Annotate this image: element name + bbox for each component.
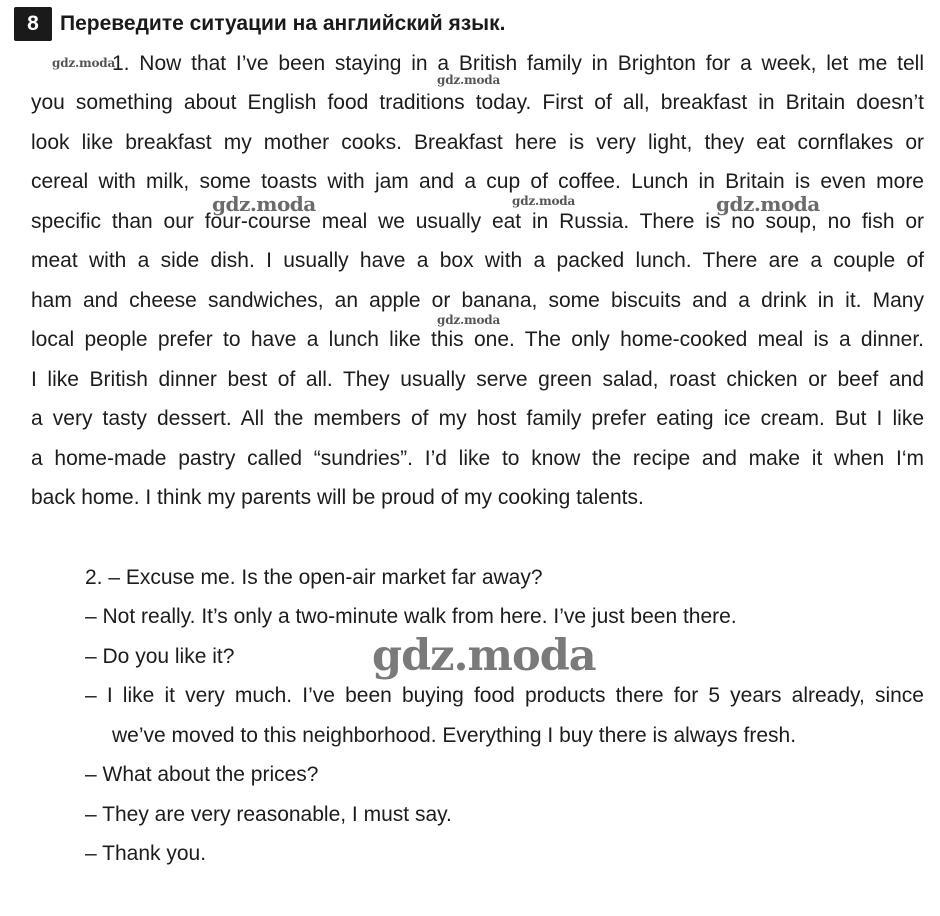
paragraph-line: you something about English food traditions today. First of all, breakfast in Britain doesn’t bbox=[31, 91, 924, 114]
paragraph-line: cereal with milk, some toasts with jam and a cup of coffee. Lunch in Britain is even more bbox=[31, 170, 924, 193]
paragraph-line: a very tasty dessert. All the members of my host family prefer eating ice cream. But I like bbox=[31, 407, 924, 430]
paragraph-line: meat with a side dish. I usually have a box with a packed lunch. There are a couple of bbox=[31, 249, 924, 272]
dialogue-line: 2. – Excuse me. Is the open-air market far away? bbox=[85, 566, 543, 589]
watermark: gdz.moda bbox=[372, 631, 596, 681]
paragraph-line: back home. I think my parents will be proud of my cooking talents. bbox=[31, 486, 644, 509]
watermark: gdz.moda bbox=[437, 73, 501, 87]
paragraph-line: specific than our four-course meal we usually eat in Russia. There is no soup, no fish or bbox=[31, 210, 924, 233]
watermark: gdz.moda bbox=[716, 192, 820, 216]
task-title: Переведите ситуации на английский язык. bbox=[60, 12, 506, 35]
paragraph-line: a home-made pastry called “sundries”. I’d like to know the recipe and make it when I‘m bbox=[31, 447, 924, 470]
paragraph-line: ham and cheese sandwiches, an apple or banana, some biscuits and a drink in it. Many bbox=[31, 289, 924, 312]
dialogue-line: – Not really. It’s only a two-minute walk from here. I’ve just been there. bbox=[85, 605, 737, 628]
watermark: gdz.moda bbox=[212, 192, 316, 216]
paragraph-line: look like breakfast my mother cooks. Breakfast here is very light, they eat cornflakes or bbox=[31, 131, 924, 154]
dialogue-line: – What about the prices? bbox=[85, 763, 319, 786]
dialogue-line: we’ve moved to this neighborhood. Everything I buy there is always fresh. bbox=[112, 724, 797, 747]
watermark: gdz.moda bbox=[52, 56, 116, 70]
task-number-badge: 8 bbox=[14, 7, 52, 41]
paragraph-line: I like British dinner best of all. They usually serve green salad, roast chicken or beef and bbox=[31, 368, 924, 391]
dialogue-line: – I like it very much. I’ve been buying food products there for 5 years already, since bbox=[85, 684, 924, 707]
dialogue-line: – Thank you. bbox=[85, 842, 207, 865]
paragraph-line: local people prefer to have a lunch like this one. The only home-cooked meal is a dinner. bbox=[31, 328, 924, 351]
watermark: gdz.moda bbox=[437, 313, 501, 327]
task-header bbox=[14, 7, 505, 41]
dialogue-line: – They are very reasonable, I must say. bbox=[85, 803, 452, 826]
watermark: gdz.moda bbox=[512, 194, 576, 208]
paragraph-line: 1. Now that I’ve been staying in a British family in Brighton for a week, let me tell bbox=[112, 52, 924, 75]
dialogue-line: – Do you like it? bbox=[85, 645, 235, 668]
